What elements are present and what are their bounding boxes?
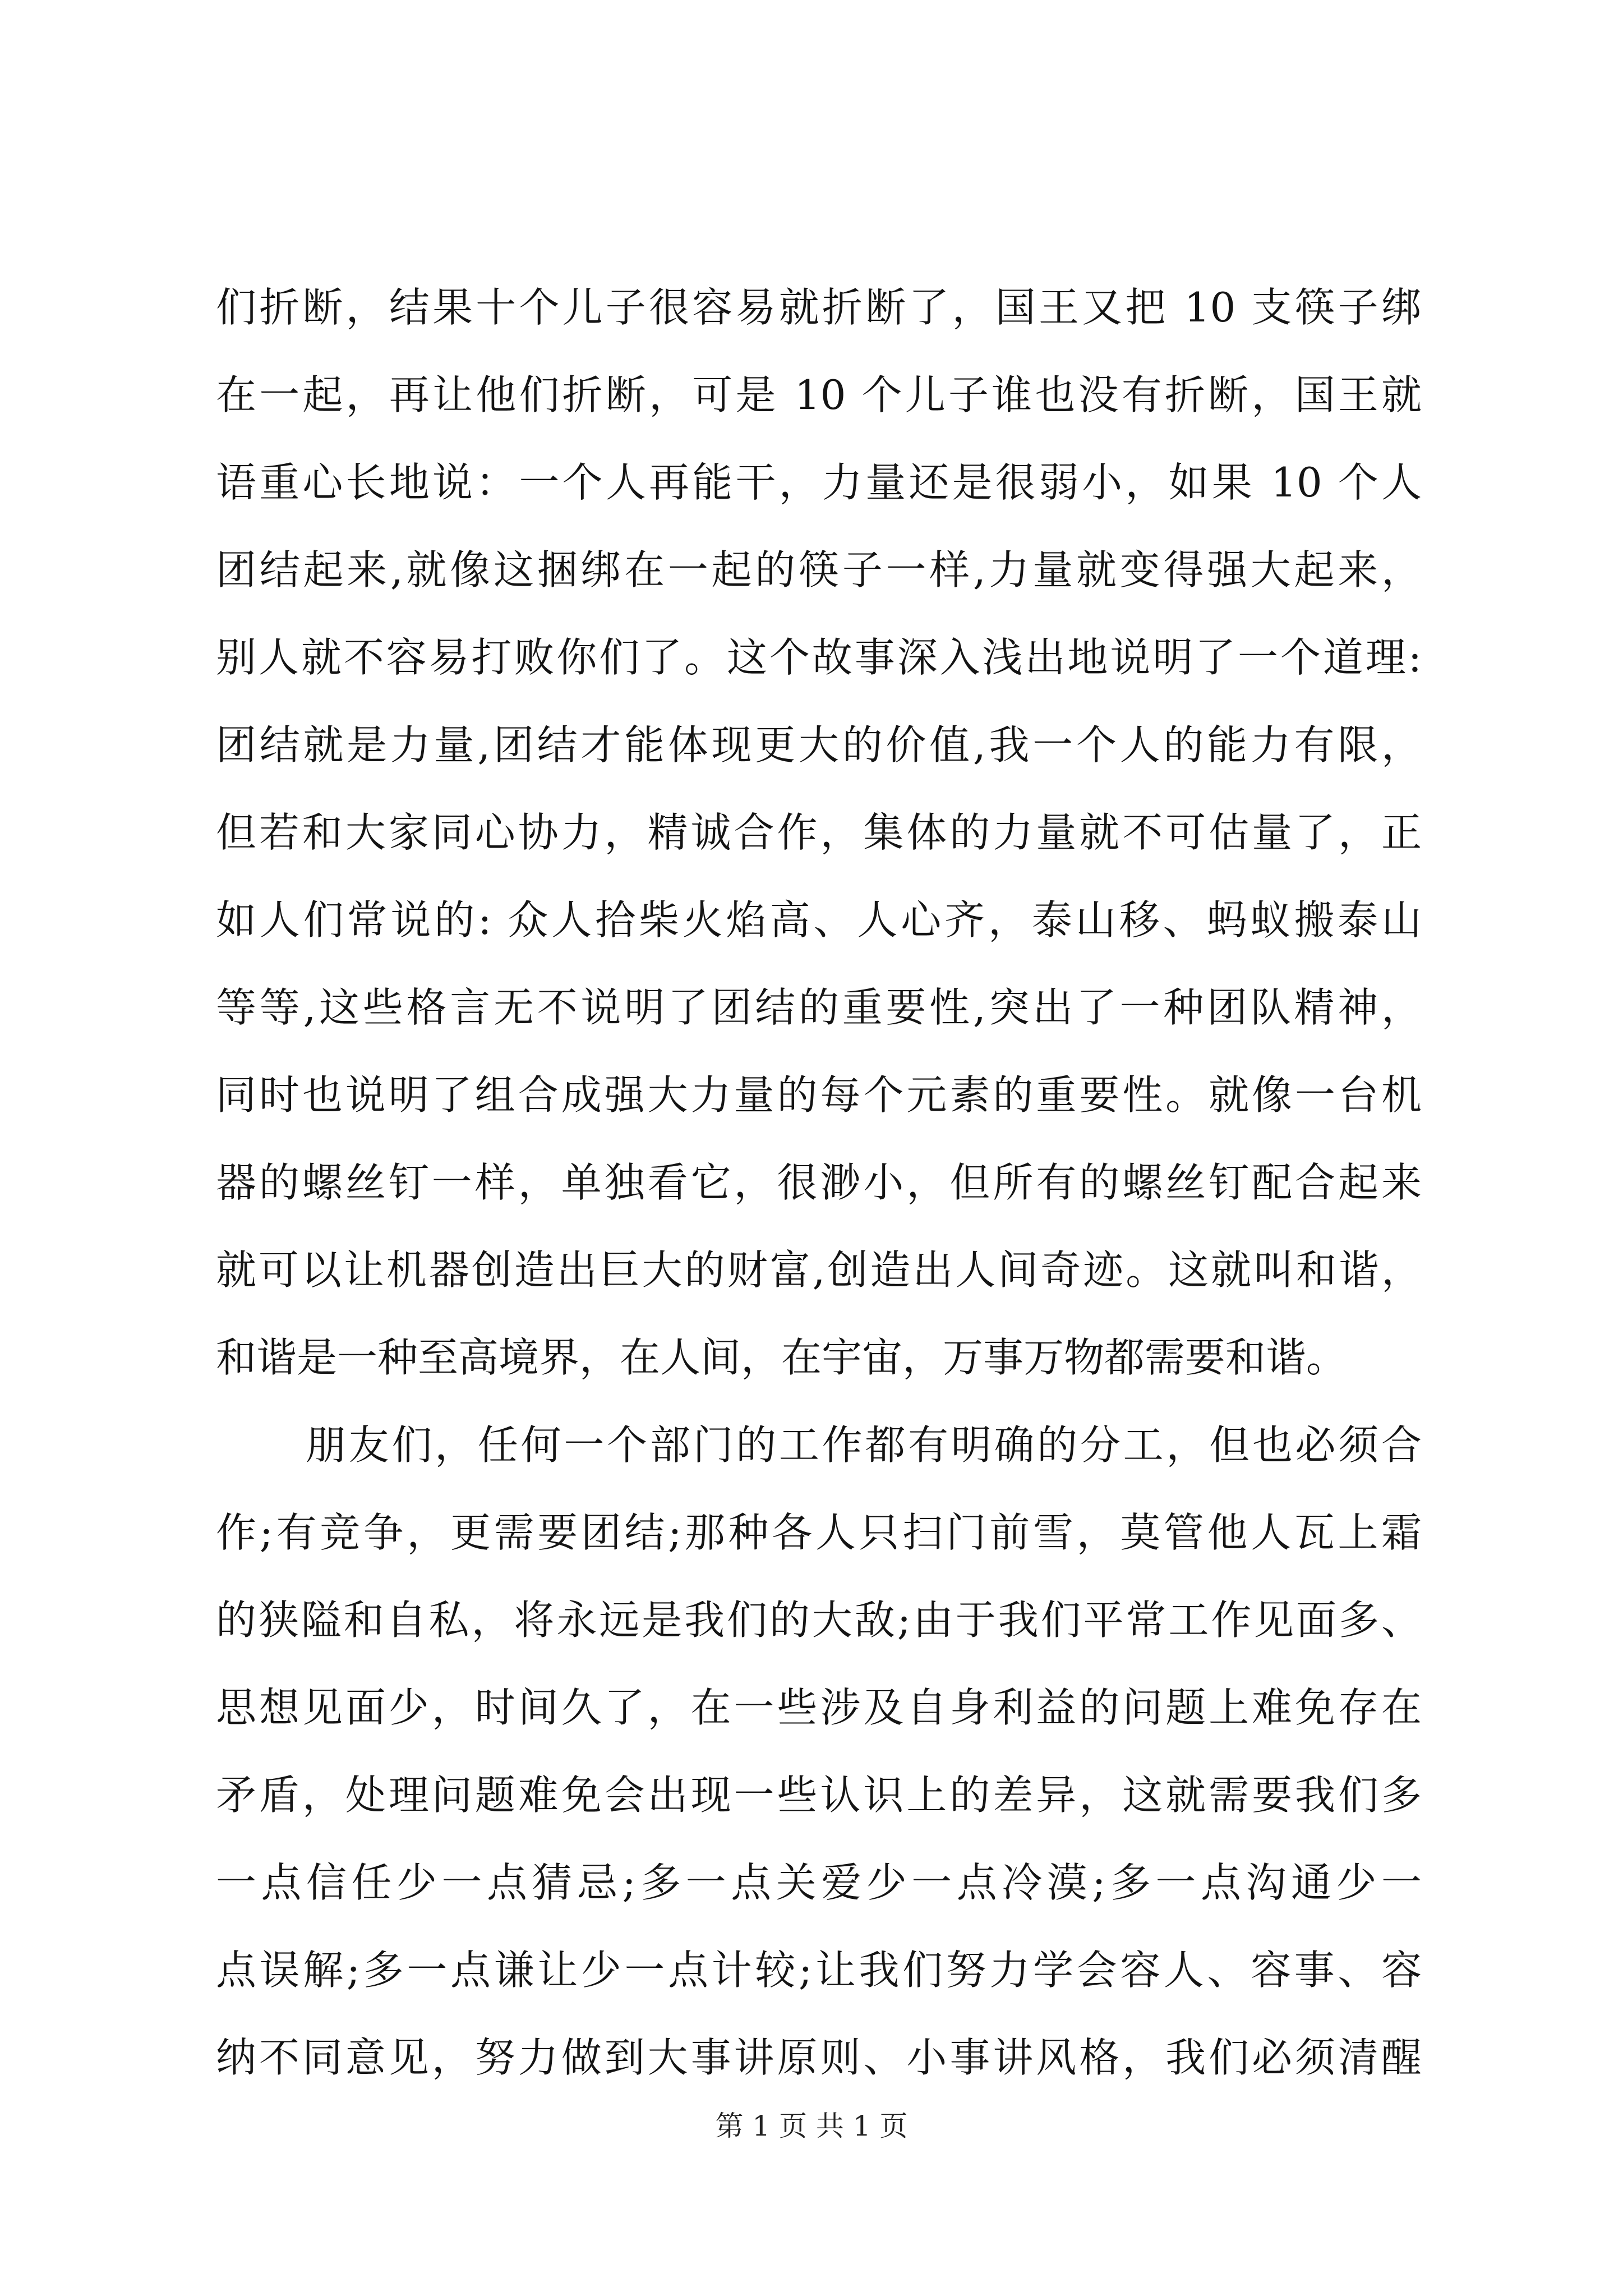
paragraph-2: [216, 1401, 1422, 2101]
page-footer: 第 1 页 共 1 页: [715, 2110, 908, 2142]
text-line: 点误解;多一点谦让少一点计较;让我们努力学会容人、容事、容: [216, 1947, 1422, 1994]
text-line: 语重心长地说：一个人再能干，力量还是很弱小，如果 10 个人: [216, 459, 1422, 506]
text-line: 同时也说明了组合成强大力量的每个元素的重要性。就像一台机: [216, 1071, 1422, 1119]
text-line: 等等,这些格言无不说明了团结的重要性,突出了一种团队精神，: [216, 984, 1422, 1031]
text-line: 在一起，再让他们折断，可是 10 个儿子谁也没有折断，国王就: [216, 371, 1422, 418]
text-line: 别人就不容易打败你们了。这个故事深入浅出地说明了一个道理:: [216, 634, 1422, 681]
text-line: 但若和大家同心协力，精诚合作，集体的力量就不可估量了，正: [216, 809, 1422, 856]
text-line: 一点信任少一点猜忌;多一点关爱少一点冷漠;多一点沟通少一: [216, 1859, 1422, 1906]
text-line: 作;有竞争，更需要团结;那种各人只扫门前雪，莫管他人瓦上霜: [216, 1509, 1422, 1556]
text-line: 如人们常说的: 众人拾柴火焰高、人心齐，泰山移、蚂蚁搬泰山: [216, 896, 1422, 944]
text-line: 思想见面少，时间久了，在一些涉及自身利益的问题上难免存在: [216, 1684, 1422, 1731]
text-line: 就可以让机器创造出巨大的财富,创造出人间奇迹。这就叫和谐，: [216, 1246, 1422, 1294]
text-line: 朋友们，任何一个部门的工作都有明确的分工，但也必须合: [306, 1421, 1422, 1469]
text-line: 团结起来,就像这捆绑在一起的筷子一样,力量就变得强大起来，: [216, 546, 1422, 593]
text-line: 的狭隘和自私，将永远是我们的大敌;由于我们平常工作见面多、: [216, 1596, 1422, 1644]
text-line: 器的螺丝钉一样，单独看它，很渺小，但所有的螺丝钉配合起来: [216, 1159, 1422, 1206]
body-text: [216, 264, 1422, 2101]
text-line: 和谐是一种至高境界，在人间，在宇宙，万事万物都需要和谐。: [216, 1334, 1347, 1381]
paragraph-1: [216, 264, 1422, 1401]
text-line: 团结就是力量,团结才能体现更大的价值,我一个人的能力有限，: [216, 721, 1422, 769]
text-line: 纳不同意见，努力做到大事讲原则、小事讲风格，我们必须清醒: [216, 2034, 1422, 2081]
text-line: 矛盾，处理问题难免会出现一些认识上的差异，这就需要我们多: [216, 1772, 1422, 1819]
text-line: 们折断，结果十个儿子很容易就折断了，国王又把 10 支筷子绑: [216, 284, 1422, 331]
